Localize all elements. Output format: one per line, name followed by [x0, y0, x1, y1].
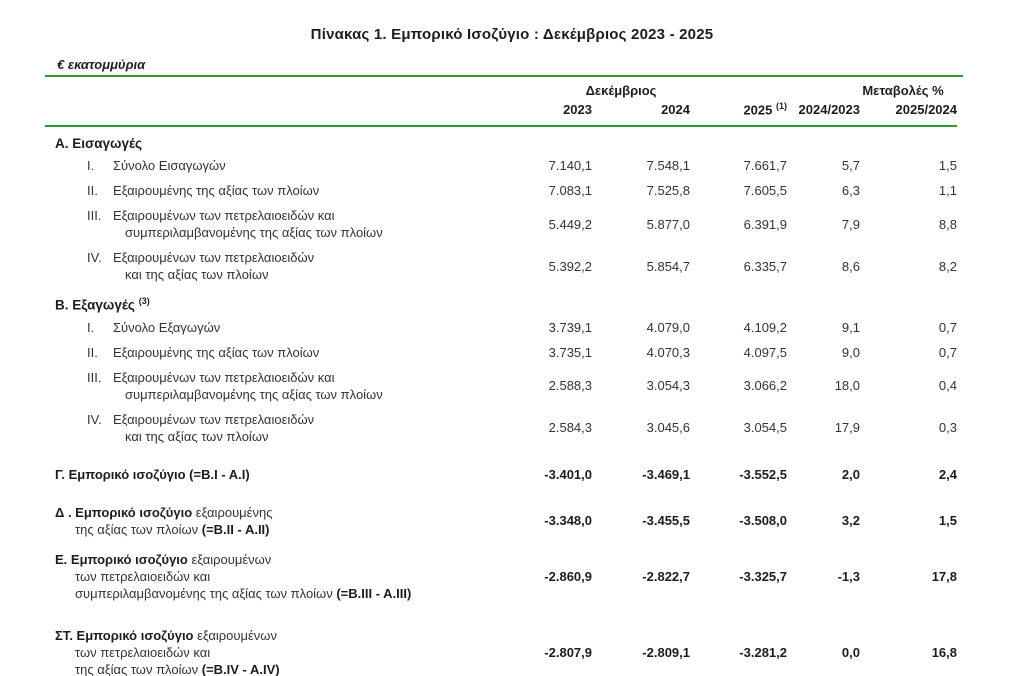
header-group-changes: Μεταβολές % — [862, 83, 944, 98]
cell-2023: 3.735,1 — [548, 344, 592, 360]
item-numeral: III. — [87, 208, 102, 224]
item-text-line2: συμπεριλαμβανομένης της αξίας των πλοίων — [125, 386, 383, 402]
item-text-line2: συμπεριλαμβανομένης της αξίας των πλοίων — [125, 225, 383, 241]
row-b4 — [45, 407, 957, 449]
item-text: Εξαιρουμένης της αξίας των πλοίων — [113, 344, 320, 360]
cell-2024: -2.822,7 — [642, 568, 690, 584]
cell-change-1: 6,3 — [841, 183, 860, 199]
cell-2024: 3.054,3 — [646, 378, 690, 394]
total-label-line2: της αξίας των πλοίων — [75, 521, 202, 537]
row-total-e-label — [45, 551, 519, 602]
section-b-title-text: Β. Εξαγωγές — [55, 297, 135, 313]
cell-change-1: 9,0 — [841, 344, 860, 360]
item-numeral: IV. — [87, 411, 102, 427]
cell-2025: -3.281,2 — [739, 644, 787, 660]
cell-2025: 7.661,7 — [743, 158, 787, 174]
row-a2-label — [45, 182, 519, 199]
cell-change-2: 0,3 — [938, 420, 957, 436]
total-formula: (=B.III - A.III) — [336, 585, 412, 601]
total-label-rest: εξαιρουμένων — [187, 551, 272, 567]
header-year-2024: 2024 — [661, 101, 690, 117]
header-group-row — [45, 77, 957, 98]
cell-2024: 5.854,7 — [646, 258, 690, 274]
total-label-bold: Γ. Εμπορικό ισοζύγιο (=B.I - A.I) — [55, 466, 250, 482]
cell-2025: 4.109,2 — [743, 319, 787, 335]
cell-change-1: 8,6 — [841, 258, 860, 274]
cell-2023: -3.401,0 — [544, 466, 592, 482]
section-a-title-text: Α. Εισαγωγές — [55, 136, 143, 152]
cell-2025: 3.066,2 — [743, 378, 787, 394]
row-total-st — [45, 624, 957, 676]
item-text: Εξαιρουμένων των πετρελαιοειδών — [113, 411, 315, 427]
cell-2024: -2.809,1 — [642, 644, 690, 660]
header-change-2024-2023: 2024/2023 — [798, 101, 860, 117]
row-total-st-label — [45, 627, 519, 676]
item-text: Εξαιρουμένης της αξίας των πλοίων — [113, 183, 320, 199]
item-text: Εξαιρουμένων των πετρελαιοειδών — [113, 250, 315, 266]
row-a1 — [45, 153, 957, 178]
row-b3-label — [45, 369, 519, 403]
item-numeral: II. — [87, 344, 98, 360]
cell-2025: 3.054,5 — [743, 420, 787, 436]
total-label-line2: των πετρελαιοειδών και — [75, 644, 211, 660]
cell-change-1: 18,0 — [834, 378, 860, 394]
section-a-header-row — [45, 127, 957, 153]
cell-2023: -2.860,9 — [544, 568, 592, 584]
cell-2023: 3.739,1 — [548, 319, 592, 335]
total-formula: (=B.II - A.II) — [201, 521, 270, 537]
header-group-month: Δεκέμβριος — [585, 83, 657, 98]
cell-2023: -2.807,9 — [544, 644, 592, 660]
item-numeral: I. — [87, 319, 95, 335]
cell-2024: 4.070,3 — [646, 344, 690, 360]
header-year-2025 — [690, 101, 787, 117]
item-text: Εξαιρουμένων των πετρελαιοειδών και — [113, 208, 335, 224]
cell-change-1: 9,1 — [841, 319, 860, 335]
cell-2025: -3.508,0 — [739, 513, 787, 529]
cell-change-2: 1,5 — [938, 158, 957, 174]
item-numeral: III. — [87, 369, 102, 385]
total-label-rest: εξαιρουμένων — [193, 627, 277, 643]
cell-2024: 3.045,6 — [646, 420, 690, 436]
item-text-line2: και της αξίας των πλοίων — [125, 267, 269, 283]
cell-change-2: 0,7 — [938, 319, 957, 335]
row-a4-label — [45, 249, 519, 283]
footnote-ref-1: (1) — [776, 101, 787, 111]
header-years-row — [45, 98, 957, 127]
total-label-bold: ΣΤ. Εμπορικό ισοζύγιο — [55, 627, 194, 643]
trade-balance-table — [45, 75, 963, 676]
cell-2023: -3.348,0 — [544, 513, 592, 529]
cell-change-1: 5,7 — [841, 158, 860, 174]
cell-change-2: 8,8 — [938, 216, 957, 232]
cell-2025: -3.325,7 — [739, 568, 787, 584]
section-b-header-row — [45, 287, 957, 315]
cell-2024: 5.877,0 — [646, 216, 690, 232]
row-total-c — [45, 462, 957, 487]
cell-change-1: 3,2 — [841, 513, 860, 529]
cell-2024: 4.079,0 — [646, 319, 690, 335]
cell-change-1: 7,9 — [841, 216, 860, 232]
item-numeral: I. — [87, 158, 95, 174]
cell-change-1: 17,9 — [834, 420, 860, 436]
header-change-2025-2024: 2025/2024 — [895, 101, 957, 117]
total-label-bold: Δ . Εμπορικό ισοζύγιο — [55, 504, 193, 520]
row-total-d-label — [45, 504, 519, 538]
row-total-c-label — [45, 466, 519, 483]
cell-change-2: 8,2 — [938, 258, 957, 274]
row-a3 — [45, 203, 957, 245]
section-a-title — [45, 136, 519, 151]
total-label-rest: εξαιρουμένης — [192, 504, 273, 520]
row-total-d — [45, 501, 957, 541]
total-label-line3: της αξίας των πλοίων — [75, 661, 202, 676]
cell-change-2: 1,1 — [938, 183, 957, 199]
item-numeral: IV. — [87, 250, 102, 266]
cell-2025: -3.552,5 — [739, 466, 787, 482]
cell-change-2: 16,8 — [931, 644, 957, 660]
footnote-ref-3: (3) — [138, 296, 150, 307]
row-a4 — [45, 245, 957, 287]
cell-2024: -3.469,1 — [642, 466, 690, 482]
row-b4-label — [45, 411, 519, 445]
cell-2024: -3.455,5 — [642, 513, 690, 529]
total-label-line2: των πετρελαιοειδών και — [75, 568, 211, 584]
cell-2025: 6.335,7 — [743, 258, 787, 274]
header-year-2023: 2023 — [563, 101, 592, 117]
cell-2025: 7.605,5 — [743, 183, 787, 199]
item-text: Εξαιρουμένων των πετρελαιοειδών και — [113, 369, 335, 385]
section-b-title — [45, 296, 519, 313]
row-b3 — [45, 365, 957, 407]
unit-label: € εκατομμύρια — [57, 57, 146, 72]
cell-change-1: 0,0 — [841, 644, 860, 660]
item-numeral: II. — [87, 183, 98, 199]
row-b1-label — [45, 319, 519, 336]
table-title: Πίνακας 1. Εμπορικό Ισοζύγιο : Δεκέμβριος 2023 - 2025 — [310, 26, 714, 43]
row-a2 — [45, 178, 957, 203]
row-b2-label — [45, 344, 519, 361]
cell-change-1: 2,0 — [841, 466, 860, 482]
row-a1-label — [45, 157, 519, 174]
cell-2023: 5.392,2 — [548, 258, 592, 274]
cell-2025: 4.097,5 — [743, 344, 787, 360]
cell-2023: 7.140,1 — [548, 158, 592, 174]
cell-change-2: 17,8 — [931, 568, 957, 584]
cell-2023: 2.588,3 — [548, 378, 592, 394]
total-label-line3: συμπεριλαμβανομένης της αξίας των πλοίων — [75, 585, 337, 601]
cell-change-2: 1,5 — [938, 513, 957, 529]
cell-2023: 5.449,2 — [548, 216, 592, 232]
item-text-line2: και της αξίας των πλοίων — [125, 428, 269, 444]
header-year-2025-text: 2025 — [743, 102, 773, 118]
row-total-e — [45, 548, 957, 605]
cell-2025: 6.391,9 — [743, 216, 787, 232]
item-text: Σύνολο Εξαγωγών — [113, 319, 221, 335]
row-b1 — [45, 315, 957, 340]
cell-change-2: 0,7 — [938, 344, 957, 360]
item-text: Σύνολο Εισαγωγών — [113, 158, 226, 174]
total-label-bold: Ε. Εμπορικό ισοζύγιο — [55, 551, 188, 567]
cell-2024: 7.525,8 — [646, 183, 690, 199]
cell-2023: 7.083,1 — [548, 183, 592, 199]
row-b2 — [45, 340, 957, 365]
cell-change-2: 2,4 — [938, 466, 957, 482]
cell-change-1: -1,3 — [837, 568, 860, 584]
row-a3-label — [45, 207, 519, 241]
cell-2023: 2.584,3 — [548, 420, 592, 436]
total-formula: (=B.IV - A.IV) — [201, 661, 280, 676]
cell-change-2: 0,4 — [938, 378, 957, 394]
cell-2024: 7.548,1 — [646, 158, 690, 174]
